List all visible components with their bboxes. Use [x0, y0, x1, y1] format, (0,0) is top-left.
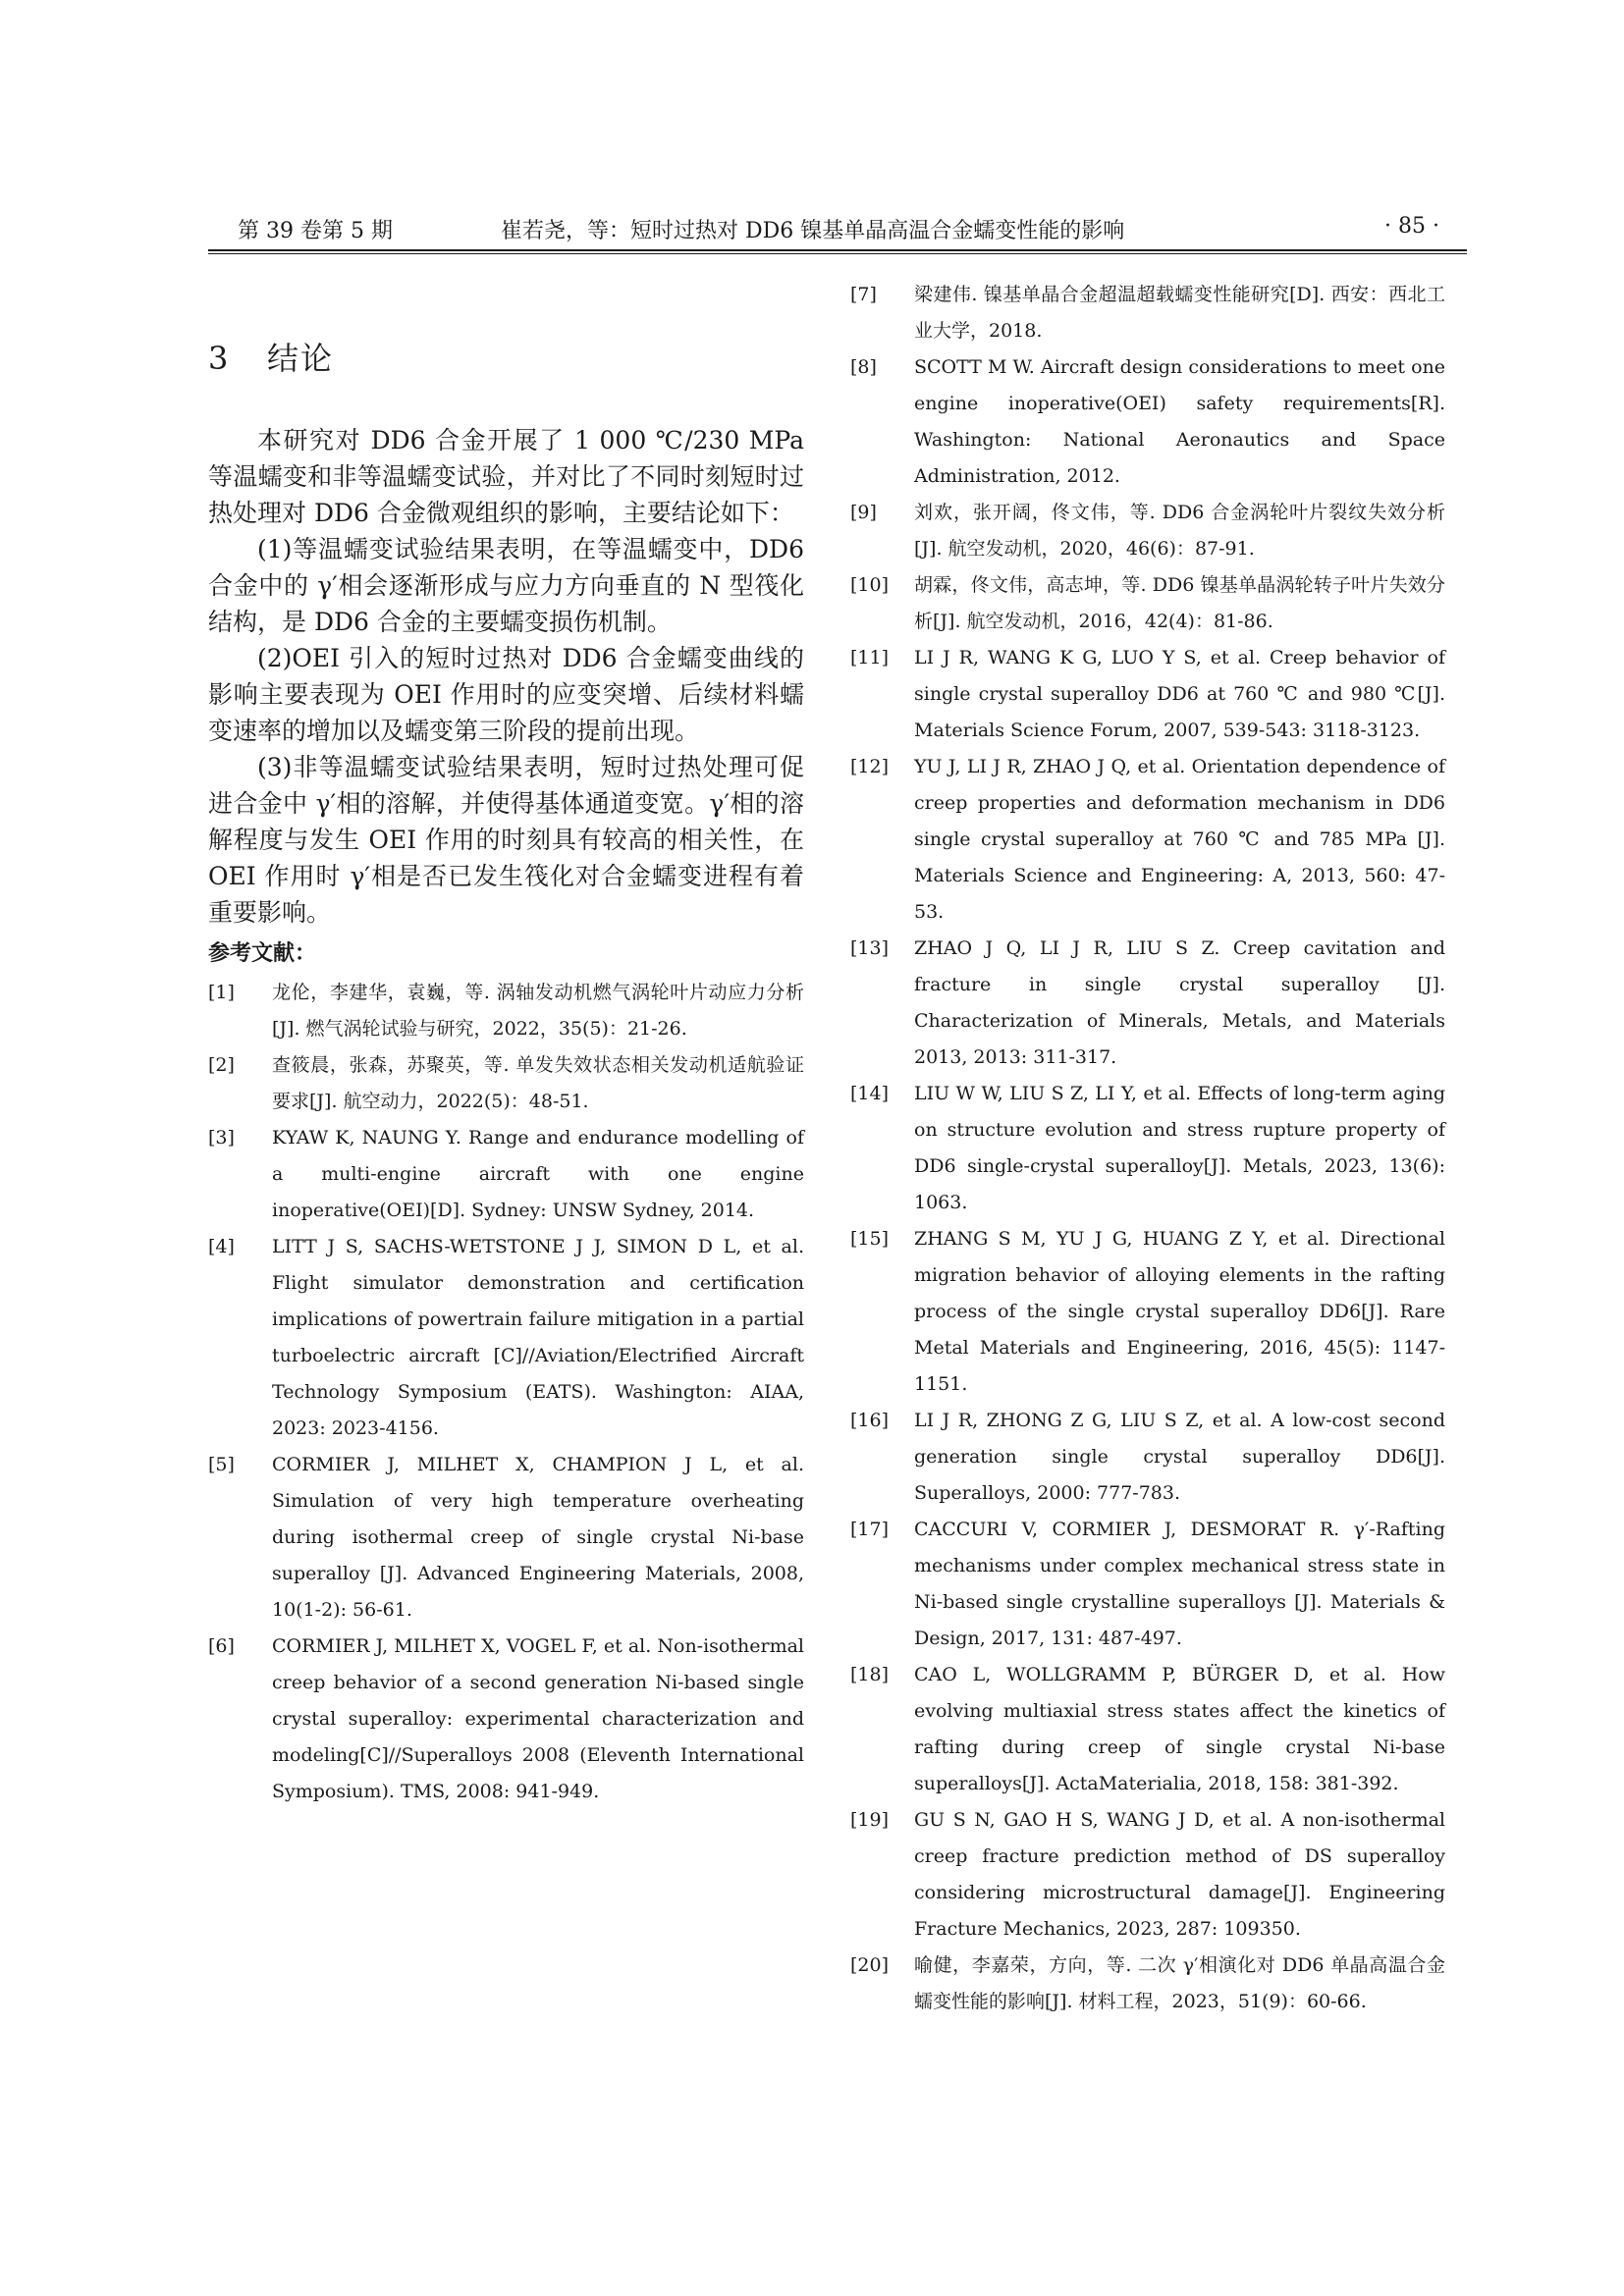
reference-item	[208, 1229, 804, 1447]
reference-text: 刘欢，张开阔，佟文伟，等. DD6 合金涡轮叶片裂纹失效分析[J]. 航空发动机，2020，46(6)：87-91.	[914, 502, 1445, 560]
reference-label: [17]	[850, 1519, 890, 1540]
paragraph: (3)非等温蠕变试验结果表明，短时过热处理可促进合金中 γ′相的溶解，并使得基体通道变宽。γ′相的溶解程度与发生 OEI 作用的时刻具有较高的相关性，在 OEI 作用时 γ′相是否已发生筏化对合金蠕变进程有着重要影响。	[208, 753, 804, 927]
reference-label: [14]	[850, 1083, 890, 1104]
reference-text: GU S N, GAO H S, WANG J D, et al. A non-isothermal creep fracture prediction method of DS superalloy considering microstructural damage[J]. Engineering Fracture Mechanics, 2023, 287: 109350.	[914, 1809, 1445, 1940]
reference-item	[850, 749, 1445, 931]
reference-label: [12]	[850, 756, 890, 777]
section-heading	[208, 334, 804, 379]
reference-item	[850, 1948, 1445, 2020]
reference-text: LI J R, WANG K G, LUO Y S, et al. Creep behavior of single crystal superalloy DD6 at 760 ℃ and 980 ℃[J]. Materials Science Forum, 2007, 539-543: 3118-3123.	[914, 647, 1445, 741]
running-header	[208, 210, 1467, 249]
reference-label: [13]	[850, 937, 890, 959]
reference-text: LIU W W, LIU S Z, LI Y, et al. Effects of long-term aging on structure evolution and stress rupture property of DD6 single-crystal superalloy[J]. Metals, 2023, 13(6): 1063.	[914, 1083, 1445, 1213]
reference-label: [5]	[208, 1454, 235, 1475]
reference-text: 龙伦，李建华，袁巍，等. 涡轴发动机燃气涡轮叶片动应力分析[J]. 燃气涡轮试验与研究，2022，35(5)：21-26.	[272, 982, 804, 1040]
reference-item	[850, 567, 1445, 640]
reference-label: [10]	[850, 574, 890, 596]
reference-item	[850, 1512, 1445, 1657]
reference-label: [16]	[850, 1410, 890, 1431]
reference-text: KYAW K, NAUNG Y. Range and endurance modelling of a multi-engine aircraft with one engine inoperative(OEI)[D]. Sydney: UNSW Sydney, 2014.	[272, 1127, 804, 1221]
reference-item	[850, 349, 1445, 495]
reference-text: 胡霖，佟文伟，高志坤，等. DD6 镍基单晶涡轮转子叶片失效分析[J]. 航空发动机，2016，42(4)：81-86.	[914, 574, 1445, 632]
reference-label: [20]	[850, 1954, 890, 1976]
reference-label: [18]	[850, 1664, 890, 1685]
reference-text: LI J R, ZHONG Z G, LIU S Z, et al. A low-cost second generation single crystal superalloy DD6[J]. Superalloys, 2000: 777-783.	[914, 1410, 1445, 1504]
paragraph: (1)等温蠕变试验结果表明，在等温蠕变中，DD6 合金中的 γ′相会逐渐形成与应力方向垂直的 N 型筏化结构，是 DD6 合金的主要蠕变损伤机制。	[208, 535, 804, 636]
reference-item	[850, 1657, 1445, 1802]
reference-label: [15]	[850, 1228, 890, 1250]
reference-item	[208, 1447, 804, 1629]
reference-item	[208, 1047, 804, 1120]
reference-list	[208, 975, 804, 1810]
reference-item	[850, 1221, 1445, 1403]
reference-text: YU J, LI J R, ZHAO J Q, et al. Orientation dependence of creep properties and deformation mechanism in DD6 single crystal superalloy at 760 ℃ and 785 MPa [J]. Materials Science and Engineering: A, 2013, 560: 47-53.	[914, 756, 1445, 923]
reference-item	[208, 1629, 804, 1810]
reference-item	[850, 931, 1445, 1076]
reference-label: [4]	[208, 1236, 235, 1257]
reference-label: [7]	[850, 284, 877, 305]
reference-text: CORMIER J, MILHET X, VOGEL F, et al. Non-isothermal creep behavior of a second generation Ni-based single crystal superalloy: experimental characterization and modeling[C]//Superalloys 2008 (Eleventh International Symposium). TMS, 2008: 941-949.	[272, 1635, 804, 1802]
paragraph: (2)OEI 引入的短时过热对 DD6 合金蠕变曲线的影响主要表现为 OEI 作用时的应变突增、后续材料蠕变速率的增加以及蠕变第三阶段的提前出现。	[208, 644, 804, 745]
references-heading: 参考文献：	[208, 941, 317, 966]
reference-text: 喻健，李嘉荣，方向，等. 二次 γ′相演化对 DD6 单晶高温合金蠕变性能的影响[J]. 材料工程，2023，51(9)：60-66.	[914, 1954, 1445, 2012]
reference-text: ZHAO J Q, LI J R, LIU S Z. Creep cavitation and fracture in single crystal superalloy [J]. Characterization of Minerals, Metals, and Materials 2013, 2013: 311-317.	[914, 937, 1445, 1068]
reference-label: [3]	[208, 1127, 235, 1148]
reference-label: [9]	[850, 502, 877, 523]
section-title: 结论	[267, 340, 335, 377]
reference-item	[850, 1403, 1445, 1512]
reference-item	[208, 1120, 804, 1229]
reference-text: CORMIER J, MILHET X, CHAMPION J L, et al. Simulation of very high temperature overheating during isothermal creep of single crystal Ni-base superalloy [J]. Advanced Engineering Materials, 2008, 10(1-2): 56-61.	[272, 1454, 804, 1621]
reference-item	[850, 1076, 1445, 1221]
paragraph: 本研究对 DD6 合金开展了 1 000 ℃/230 MPa 等温蠕变和非等温蠕变试验，并对比了不同时刻短时过热处理对 DD6 合金微观组织的影响，主要结论如下：	[208, 426, 804, 527]
reference-item	[850, 1802, 1445, 1948]
reference-text: ZHANG S M, YU J G, HUANG Z Y, et al. Directional migration behavior of alloying elements in the rafting process of the single crystal superalloy DD6[J]. Rare Metal Materials and Engineering, 2016, 45(5): 1147-1151.	[914, 1228, 1445, 1395]
left-column	[208, 334, 804, 1810]
reference-label: [2]	[208, 1054, 235, 1076]
reference-label: [8]	[850, 356, 877, 378]
right-column	[850, 277, 1445, 2020]
reference-text: SCOTT M W. Aircraft design considerations to meet one engine inoperative(OEI) safety requirements[R]. Washington: National Aeronautics and Space Administration, 2012.	[914, 356, 1445, 487]
running-title: 崔若尧，等：短时过热对 DD6 镍基单晶高温合金蠕变性能的影响	[501, 219, 1125, 243]
reference-text: 查筱晨，张森，苏聚英，等. 单发失效状态相关发动机适航验证要求[J]. 航空动力，2022(5)：48-51.	[272, 1054, 804, 1112]
reference-item	[850, 495, 1445, 567]
journal-issue: 第 39 卷第 5 期	[238, 219, 393, 243]
reference-label: [6]	[208, 1635, 235, 1657]
reference-list	[850, 277, 1445, 2020]
header-rule	[208, 249, 1467, 254]
reference-text: 梁建伟. 镍基单晶合金超温超载蠕变性能研究[D]. 西安：西北工业大学，2018.	[914, 284, 1445, 342]
reference-item	[208, 975, 804, 1047]
reference-item	[850, 640, 1445, 749]
reference-label: [1]	[208, 982, 235, 1003]
reference-text: LITT J S, SACHS-WETSTONE J J, SIMON D L, et al. Flight simulator demonstration and certification implications of powertrain failure mitigation in a partial turboelectric aircraft [C]//Aviation/Electrified Aircraft Technology Symposium (EATS). Washington: AIAA, 2023: 2023-4156.	[272, 1236, 804, 1439]
page-number: · 85 ·	[1384, 214, 1439, 239]
reference-item	[850, 277, 1445, 349]
section-number: 3	[208, 340, 231, 377]
reference-label: [19]	[850, 1809, 890, 1831]
reference-label: [11]	[850, 647, 890, 668]
reference-text: CAO L, WOLLGRAMM P, BÜRGER D, et al. How evolving multiaxial stress states affect the kinetics of rafting during creep of single crystal Ni-base superalloys[J]. ActaMaterialia, 2018, 158: 381-392.	[914, 1664, 1445, 1794]
reference-text: CACCURI V, CORMIER J, DESMORAT R. γ′-Rafting mechanisms under complex mechanical stress state in Ni-based single crystalline superalloys [J]. Materials & Design, 2017, 131: 487-497.	[914, 1519, 1445, 1649]
